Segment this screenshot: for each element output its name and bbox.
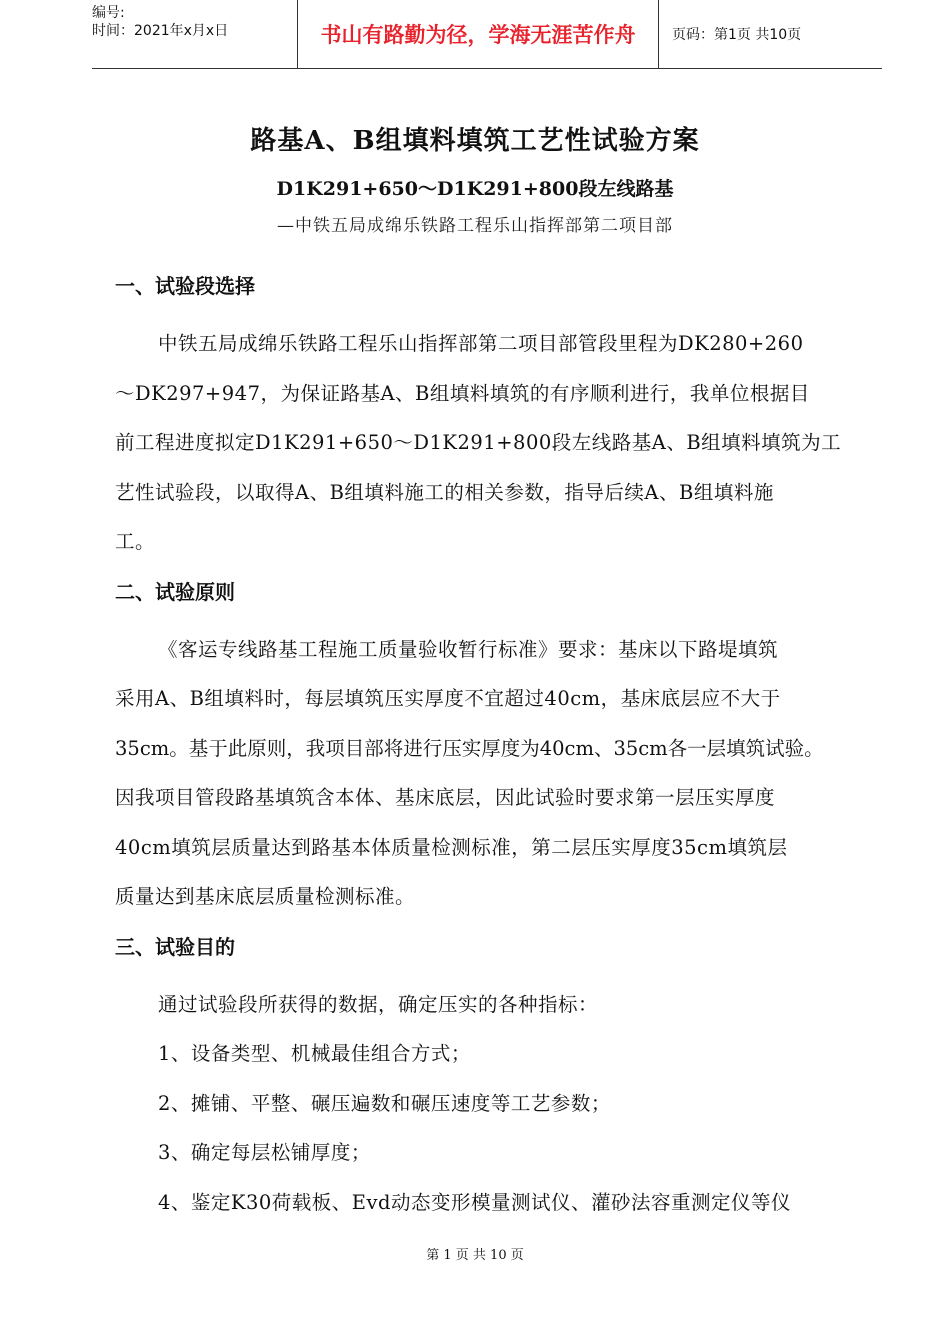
document-subtitle: D1K291+650～D1K291+800段左线路基 (276, 178, 674, 200)
list-item: 1、设备类型、机械最佳组合方式； (158, 1042, 471, 1065)
header-motto: 书山有路勤为径，学海无涯苦作舟 (297, 0, 659, 68)
paragraph-line: 质量达到基床底层质量检测标准。 (115, 885, 416, 908)
document-org: —中铁五局成绵乐铁路工程乐山指挥部第二项目部 (277, 216, 673, 236)
page-header (92, 0, 882, 69)
paragraph-line: 通过试验段所获得的数据，确定压实的各种指标： (158, 992, 599, 1016)
paragraph-line: 35cm。基于此原则，我项目部将进行压实厚度为40cm、35cm各一层填筑试验。 (115, 736, 824, 760)
paragraph-line: 《客运专线路基工程施工质量验收暂行标准》要求：基床以下路堤填筑 (158, 637, 779, 661)
paragraph-line: 采用A、B组填料时，每层填筑压实厚度不宜超过40cm，基床底层应不大于 (115, 687, 781, 710)
paragraph-line: 艺性试验段，以取得A、B组填料施工的相关参数，指导后续A、B组填料施 (115, 480, 774, 504)
list-item: 4、鉴定K30荷载板、Evd动态变形模量测试仪、灌砂法容重测定仪等仪 (158, 1190, 792, 1214)
paragraph-line: ～DK297+947，为保证路基A、B组填料填筑的有序顺利进行，我单位根据目 (115, 381, 810, 405)
document-body (115, 269, 860, 1227)
paragraph-line: 40cm填筑层质量达到路基本体质量检测标准，第二层压实厚度35cm填筑层 (115, 835, 788, 859)
list-item: 3、确定每层松铺厚度； (158, 1141, 371, 1164)
paragraph-line: 工。 (115, 530, 156, 553)
paragraph-line: 因我项目管段路基填筑含本体、基床底层，因此试验时要求第一层压实厚度 (115, 786, 776, 809)
paragraph-line: 中铁五局成绵乐铁路工程乐山指挥部第二项目部管段里程为DK280+260 (158, 332, 804, 355)
section-heading-2: 二、试验原则 (115, 579, 235, 604)
page-footer: 第 1 页 共 10 页 (426, 1248, 524, 1263)
section-heading-1: 一、试验段选择 (115, 274, 255, 298)
document-title: 路基A、B组填料填筑工艺性试验方案 (250, 126, 700, 156)
time-label: 时间：2021年x月x日 (92, 23, 229, 39)
header-meta (92, 0, 297, 72)
number-label: 编号: (92, 5, 125, 21)
list-item: 2、摊铺、平整、碾压遍数和碾压速度等工艺参数； (158, 1091, 611, 1115)
section-heading-3: 三、试验目的 (115, 934, 235, 959)
header-page-info: 页码：第1页 共10页 (672, 27, 802, 43)
paragraph-line: 前工程进度拟定D1K291+650～D1K291+800段左线路基A、B组填料填筑为工 (115, 431, 842, 454)
